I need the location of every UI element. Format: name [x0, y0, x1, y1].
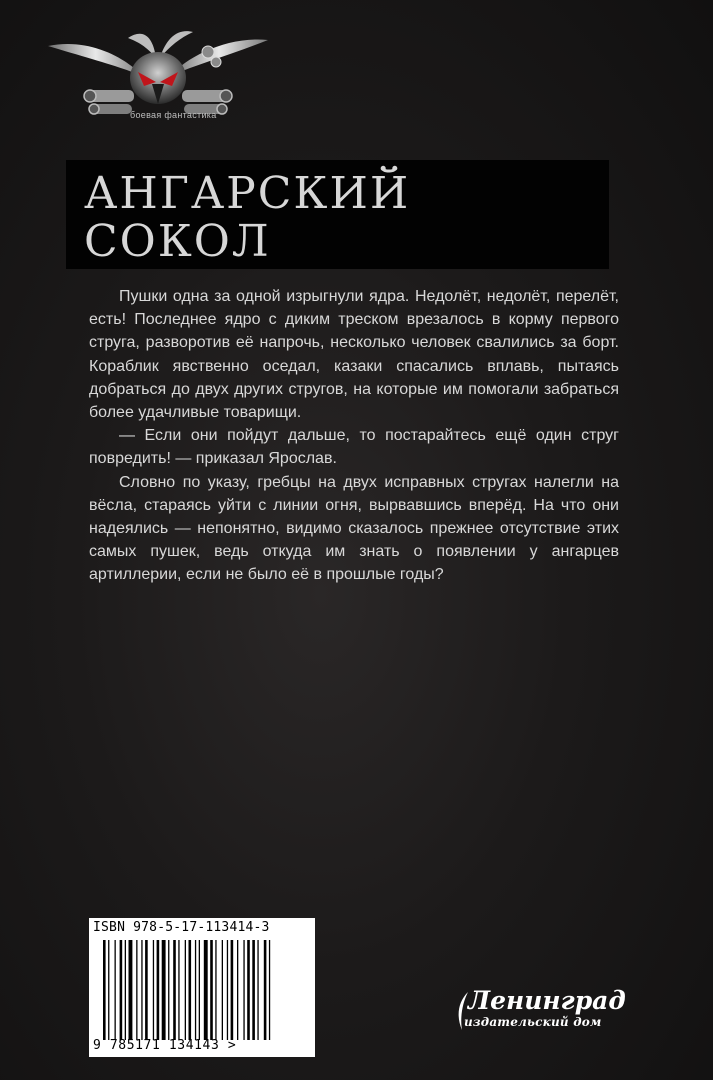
barcode-bar: [108, 940, 109, 1040]
barcode-bar: [145, 940, 148, 1040]
barcode-bar: [173, 940, 176, 1040]
series-caption: боевая фантастика: [130, 110, 217, 120]
barcode-bar: [136, 940, 137, 1040]
barcode-bar: [189, 940, 192, 1040]
barcode-bar: [178, 940, 179, 1040]
publisher-name: Ленинград: [468, 986, 626, 1015]
barcode-bar: [204, 940, 208, 1040]
barcode-bar: [215, 940, 216, 1040]
barcode-bar: [269, 940, 270, 1040]
barcode-bar: [168, 940, 169, 1040]
barcode-bar: [162, 940, 166, 1040]
barcode-bar: [210, 940, 213, 1040]
barcode-bar: [185, 940, 186, 1040]
blurb-text: [89, 285, 619, 587]
barcode-digits: 9 785171 134143 >: [93, 1038, 237, 1053]
barcode-bar: [252, 940, 255, 1040]
barcode-bar: [195, 940, 196, 1040]
barcode-bar: [227, 940, 228, 1040]
barcode-bar: [222, 940, 223, 1040]
barcode-bar: [103, 940, 106, 1040]
barcode-bar: [199, 940, 200, 1040]
barcode-bar: [264, 940, 267, 1040]
blurb-paragraph: Пушки одна за одной изрыгнули ядра. Недолёт, недолёт, перелёт, есть! Последнее ядро с диким треском врезалось в корму первого струга, разворотив её напрочь, несколько человек свалились за борт. Кораблик явственно оседал, казаки спасались вплавь, пытаясь добраться до двух других стругов, на которые им помогали забраться более удачливые товарищи.: [89, 288, 619, 422]
barcode-bar: [125, 940, 126, 1040]
barcode-bar: [120, 940, 123, 1040]
barcode-bar: [141, 940, 142, 1040]
publisher-logo: [458, 988, 628, 1036]
barcode-bar: [115, 940, 116, 1040]
barcode-bar: [243, 940, 244, 1040]
barcode-bar: [237, 940, 238, 1040]
barcode-bar: [153, 940, 154, 1040]
book-title-line-2: СОКОЛ: [84, 216, 271, 267]
barcode-bar: [231, 940, 234, 1040]
barcode-bar: [157, 940, 160, 1040]
barcode-bar: [129, 940, 133, 1040]
barcode-bar: [247, 940, 250, 1040]
isbn-label: ISBN 978-5-17-113414-3: [93, 920, 270, 935]
blurb-paragraph: Словно по указу, гребцы на двух исправных стругах налегли на вёсла, стараясь уйти с линии огня, вырвавшись вперёд. На что они надеялись — непонятно, видимо сказалось прежнее отсутствие этих самых пушек, ведь откуда им знать о появлении у ангарцев артиллерии, если не было её в прошлые годы?: [89, 473, 619, 584]
publisher-subtitle: издательский дом: [464, 1015, 602, 1029]
book-title-line-1: АНГАРСКИЙ: [84, 168, 411, 219]
isbn-barcode-box: [89, 918, 315, 1057]
blurb-paragraph: — Если они пойдут дальше, то постарайтесь ещё один струг повредить! — приказал Ярослав.: [89, 427, 619, 468]
barcode-bar: [257, 940, 258, 1040]
title-band: [66, 160, 609, 269]
ean13-barcode-icon: [101, 940, 301, 1040]
